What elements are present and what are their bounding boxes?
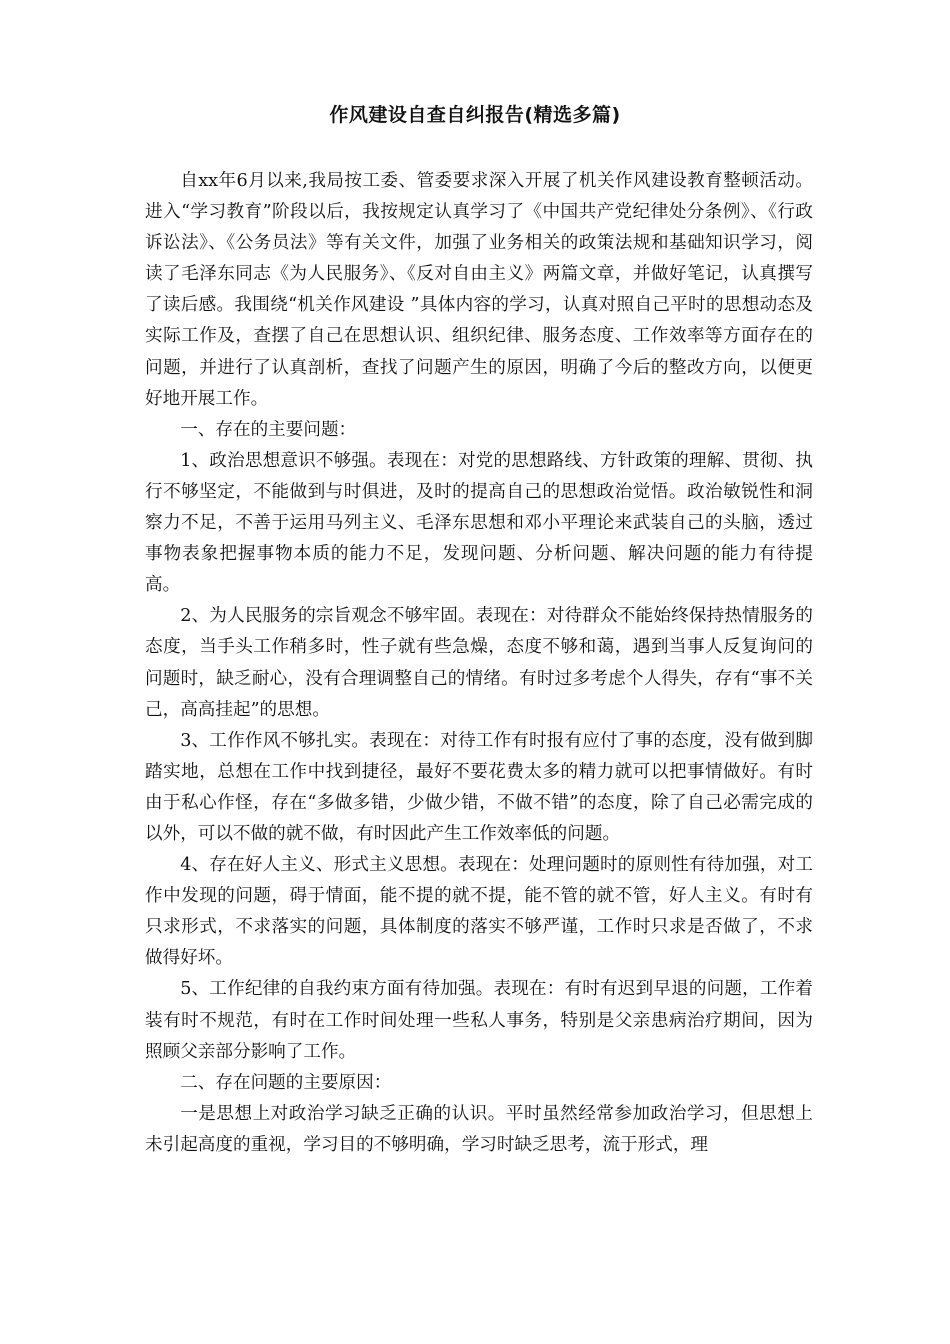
section-heading-causes: 二、存在问题的主要原因： (180, 1072, 392, 1093)
paragraph-problem-4: 4、存在好人主义、形式主义思想。表现在：处理问题时的原则性有待加强，对工作中发现的问题，碍于情面，能不提的就不提，能不管的就不管，好人主义。有时有只求形式，不求落实的问题，具体制度的落实不够严谨，工作时只求是否做了，不求做得好坏。 (145, 855, 813, 969)
paragraph-problem-1: 1、政治思想意识不够强。表现在：对党的思想路线、方针政策的理解、贯彻、执行不够坚定，不能做到与时俱进，及时的提高自己的思想政治觉悟。政治敏锐性和洞察力不足，不善于运用马列主义、毛泽东思想和邓小平理论来武装自己的头脑，透过事物表象把握事物本质的能力不足，发现问题、分析问题、解决问题的能力有待提高。 (145, 450, 813, 596)
paragraph-problem-3: 3、工作作风不够扎实。表现在：对待工作有时报有应付了事的态度，没有做到脚踏实地，总想在工作中找到捷径，最好不要花费太多的精力就可以把事情做好。有时由于私心作怪，存在“多做多错，少做少错，不做不错”的态度，除了自己必需完成的以外，可以不做的就不做，有时因此产生工作效率低的问题。 (145, 730, 813, 844)
document-title: 作风建设自查自纠报告(精选多篇) (329, 104, 621, 126)
paragraph-problem-5: 5、工作纪律的自我约束方面有待加强。表现在：有时有迟到早退的问题，工作着装有时不规范，有时在工作时间处理一些私人事务，特别是父亲患病治疗期间，因为照顾父亲部分影响了工作。 (145, 979, 813, 1062)
paragraph-problem-2: 2、为人民服务的宗旨观念不够牢固。表现在：对待群众不能始终保持热情服务的态度，当手头工作稍多时，性子就有些急燥，态度不够和蔼，遇到当事人反复询问的问题时，缺乏耐心，没有合理调整自己的情绪。有时过多考虑个人得失，存有“事不关己，高高挂起”的思想。 (145, 606, 813, 720)
paragraph-intro: 自xx年6月以来,我局按工委、管委要求深入开展了机关作风建设教育整顿活动。进入“学习教育”阶段以后，我按规定认真学习了《中国共产党纪律处分条例》、《行政诉讼法》、《公务员法》等有关文件，加强了业务相关的政策法规和基础知识学习，阅读了毛泽东同志《为人民服务》、《反对自由主义》两篇文章，并做好笔记，认真撰写了读后感。我围绕“机关作风建设 ”具体内容的学习，认真对照自己平时的思想动态及实际工作及，查摆了自己在思想认识、组织纪律、服务态度、工作效率等方面存在的问题，并进行了认真剖析，查找了问题产生的原因，明确了今后的整改方向，以便更好地开展工作。 (145, 171, 813, 409)
document-body (145, 166, 813, 1161)
paragraph-cause-1: 一是思想上对政治学习缺乏正确的认识。平时虽然经常参加政治学习，但思想上未引起高度的重视，学习目的不够明确，学习时缺乏思考，流于形式，理 (145, 1103, 813, 1155)
section-heading-main-problems: 一、存在的主要问题： (180, 419, 357, 440)
